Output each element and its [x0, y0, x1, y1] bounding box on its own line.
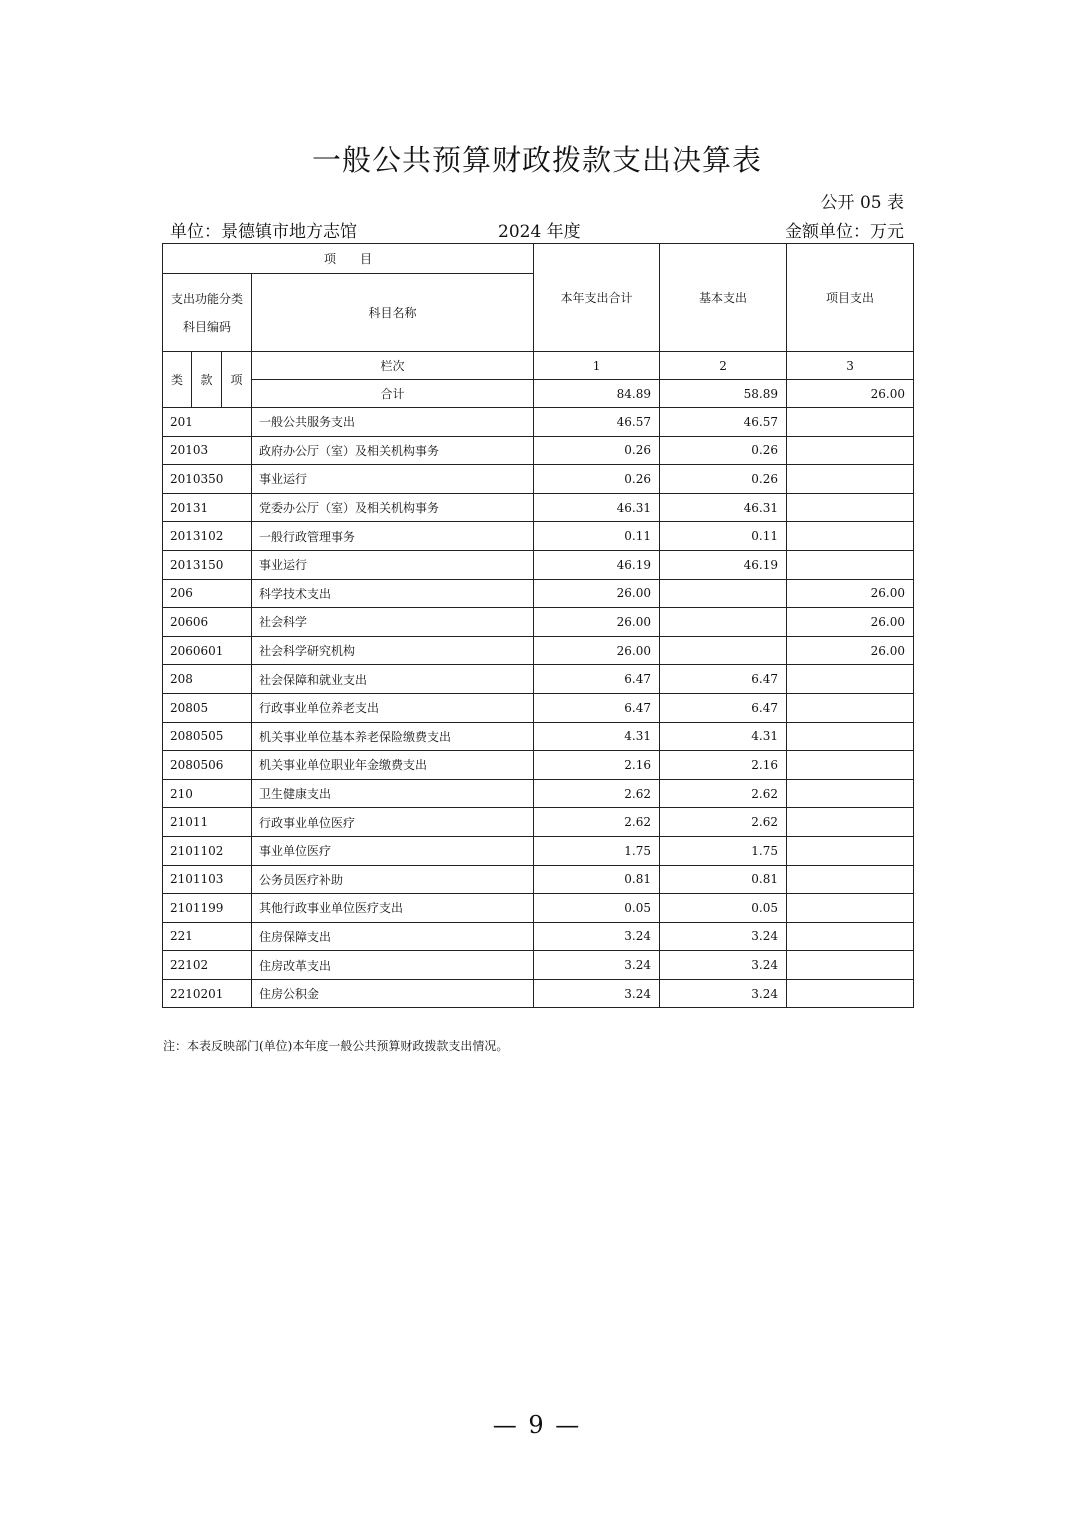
- row-code: 20103: [163, 436, 252, 465]
- row-subject-name: 科学技术支出: [252, 579, 534, 608]
- row-subject-name: 一般行政管理事务: [252, 522, 534, 551]
- row-basic: 2.62: [660, 779, 787, 808]
- row-basic: 6.47: [660, 693, 787, 722]
- table-row: [163, 979, 914, 1008]
- table-row: [163, 751, 914, 780]
- sum-total: 84.89: [534, 380, 660, 408]
- form-code: 公开 05 表: [820, 193, 904, 213]
- row-project: [787, 522, 914, 551]
- table-row: [163, 436, 914, 465]
- row-project: [787, 751, 914, 780]
- table-row: [163, 579, 914, 608]
- header-classification-line2: 科目编码: [182, 319, 231, 334]
- row-code: 221: [163, 922, 252, 951]
- row-code: 2013102: [163, 522, 252, 551]
- header-col2: 2: [660, 352, 787, 380]
- row-code: 206: [163, 579, 252, 608]
- row-basic: 0.26: [660, 436, 787, 465]
- table-row: [163, 550, 914, 579]
- expenditure-table: [162, 243, 914, 1008]
- row-code: 2101102: [163, 836, 252, 865]
- row-basic: 46.19: [660, 550, 787, 579]
- row-code: 2013150: [163, 550, 252, 579]
- table-row: [163, 922, 914, 951]
- header-basic: 基本支出: [660, 244, 787, 352]
- sum-basic: 58.89: [660, 380, 787, 408]
- row-code: 2101103: [163, 865, 252, 894]
- row-subject-name: 政府办公厅（室）及相关机构事务: [252, 436, 534, 465]
- row-subject-name: 社会保障和就业支出: [252, 665, 534, 694]
- header-classification-code: [163, 274, 252, 352]
- row-subject-name: 社会科学: [252, 608, 534, 637]
- row-basic: [660, 579, 787, 608]
- row-basic: [660, 608, 787, 637]
- table-note: 注：本表反映部门(单位)本年度一般公共预算财政拨款支出情况。: [163, 1039, 509, 1053]
- row-basic: 4.31: [660, 722, 787, 751]
- header-column-no: 栏次: [252, 352, 534, 380]
- row-project: [787, 550, 914, 579]
- row-project: [787, 408, 914, 437]
- row-basic: 0.11: [660, 522, 787, 551]
- row-project: [787, 922, 914, 951]
- row-basic: 0.81: [660, 865, 787, 894]
- row-basic: 46.57: [660, 408, 787, 437]
- table-row: [163, 894, 914, 923]
- row-basic: 2.16: [660, 751, 787, 780]
- row-subject-name: 社会科学研究机构: [252, 636, 534, 665]
- header-col3: 3: [787, 352, 914, 380]
- row-project: [787, 693, 914, 722]
- row-basic: 0.05: [660, 894, 787, 923]
- row-code: 2010350: [163, 465, 252, 494]
- row-basic: 3.24: [660, 979, 787, 1008]
- row-subject-name: 事业单位医疗: [252, 836, 534, 865]
- header-xiang: 项: [222, 352, 252, 408]
- row-project: [787, 836, 914, 865]
- row-basic: 3.24: [660, 951, 787, 980]
- row-subject-name: 卫生健康支出: [252, 779, 534, 808]
- table-row: [163, 465, 914, 494]
- row-code: 2101199: [163, 894, 252, 923]
- row-project: [787, 894, 914, 923]
- table-row: [163, 722, 914, 751]
- table-row: [163, 522, 914, 551]
- header-col1: 1: [534, 352, 660, 380]
- row-basic: 46.31: [660, 493, 787, 522]
- row-subject-name: 机关事业单位职业年金缴费支出: [252, 751, 534, 780]
- row-total: 3.24: [534, 922, 660, 951]
- row-basic: 0.26: [660, 465, 787, 494]
- header-kuan: 款: [192, 352, 222, 408]
- row-code: 20606: [163, 608, 252, 637]
- row-code: 2060601: [163, 636, 252, 665]
- row-project: 26.00: [787, 579, 914, 608]
- row-total: 3.24: [534, 951, 660, 980]
- row-total: 4.31: [534, 722, 660, 751]
- unit-label: 单位：景德镇市地方志馆: [170, 222, 357, 242]
- table-row: [163, 636, 914, 665]
- row-subject-name: 公务员医疗补助: [252, 865, 534, 894]
- header-project-expense: 项目支出: [787, 244, 914, 352]
- row-project: 26.00: [787, 608, 914, 637]
- row-subject-name: 住房改革支出: [252, 951, 534, 980]
- table-row: [163, 779, 914, 808]
- row-project: [787, 979, 914, 1008]
- row-total: 2.16: [534, 751, 660, 780]
- year-label: 2024 年度: [498, 222, 581, 242]
- row-basic: 2.62: [660, 808, 787, 837]
- header-lei: 类: [163, 352, 192, 408]
- row-subject-name: 行政事业单位养老支出: [252, 693, 534, 722]
- table-row: [163, 493, 914, 522]
- row-subject-name: 其他行政事业单位医疗支出: [252, 894, 534, 923]
- table-row: [163, 808, 914, 837]
- row-code: 20805: [163, 693, 252, 722]
- row-subject-name: 一般公共服务支出: [252, 408, 534, 437]
- row-code: 2210201: [163, 979, 252, 1008]
- row-basic: 3.24: [660, 922, 787, 951]
- header-total: 本年支出合计: [534, 244, 660, 352]
- row-subject-name: 住房公积金: [252, 979, 534, 1008]
- row-total: 46.19: [534, 550, 660, 579]
- row-project: [787, 865, 914, 894]
- row-total: 3.24: [534, 979, 660, 1008]
- row-subject-name: 事业运行: [252, 550, 534, 579]
- row-total: 6.47: [534, 665, 660, 694]
- row-code: 22102: [163, 951, 252, 980]
- table-row: [163, 408, 914, 437]
- money-unit-label: 金额单位：万元: [785, 222, 904, 242]
- row-total: 0.81: [534, 865, 660, 894]
- row-total: 0.26: [534, 436, 660, 465]
- row-code: 21011: [163, 808, 252, 837]
- row-total: 0.11: [534, 522, 660, 551]
- row-project: [787, 665, 914, 694]
- row-code: 201: [163, 408, 252, 437]
- row-subject-name: 党委办公厅（室）及相关机构事务: [252, 493, 534, 522]
- row-total: 1.75: [534, 836, 660, 865]
- row-total: 46.31: [534, 493, 660, 522]
- row-total: 26.00: [534, 579, 660, 608]
- row-basic: [660, 636, 787, 665]
- row-code: 208: [163, 665, 252, 694]
- row-project: [787, 808, 914, 837]
- row-project: 26.00: [787, 636, 914, 665]
- header-classification-line1: 支出功能分类: [170, 291, 243, 306]
- row-project: [787, 722, 914, 751]
- page-number: — 9 —: [492, 1411, 582, 1439]
- row-total: 26.00: [534, 636, 660, 665]
- row-total: 26.00: [534, 608, 660, 637]
- header-subject-name: 科目名称: [252, 274, 534, 352]
- row-basic: 1.75: [660, 836, 787, 865]
- row-code: 210: [163, 779, 252, 808]
- row-code: 20131: [163, 493, 252, 522]
- row-total: 2.62: [534, 808, 660, 837]
- header-project: 项 目: [163, 244, 534, 274]
- sum-label: 合计: [252, 380, 534, 408]
- table-row: [163, 608, 914, 637]
- row-project: [787, 493, 914, 522]
- table-row: [163, 865, 914, 894]
- sum-project: 26.00: [787, 380, 914, 408]
- table-row: [163, 836, 914, 865]
- row-basic: 6.47: [660, 665, 787, 694]
- row-total: 6.47: [534, 693, 660, 722]
- row-total: 0.05: [534, 894, 660, 923]
- row-total: 46.57: [534, 408, 660, 437]
- row-project: [787, 436, 914, 465]
- row-project: [787, 951, 914, 980]
- table-row: [163, 951, 914, 980]
- row-code: 2080505: [163, 722, 252, 751]
- row-subject-name: 机关事业单位基本养老保险缴费支出: [252, 722, 534, 751]
- row-project: [787, 779, 914, 808]
- row-subject-name: 行政事业单位医疗: [252, 808, 534, 837]
- row-project: [787, 465, 914, 494]
- row-total: 2.62: [534, 779, 660, 808]
- table-row: [163, 665, 914, 694]
- page-title: 一般公共预算财政拨款支出决算表: [311, 143, 762, 177]
- table-row: [163, 693, 914, 722]
- row-subject-name: 事业运行: [252, 465, 534, 494]
- row-total: 0.26: [534, 465, 660, 494]
- row-code: 2080506: [163, 751, 252, 780]
- row-subject-name: 住房保障支出: [252, 922, 534, 951]
